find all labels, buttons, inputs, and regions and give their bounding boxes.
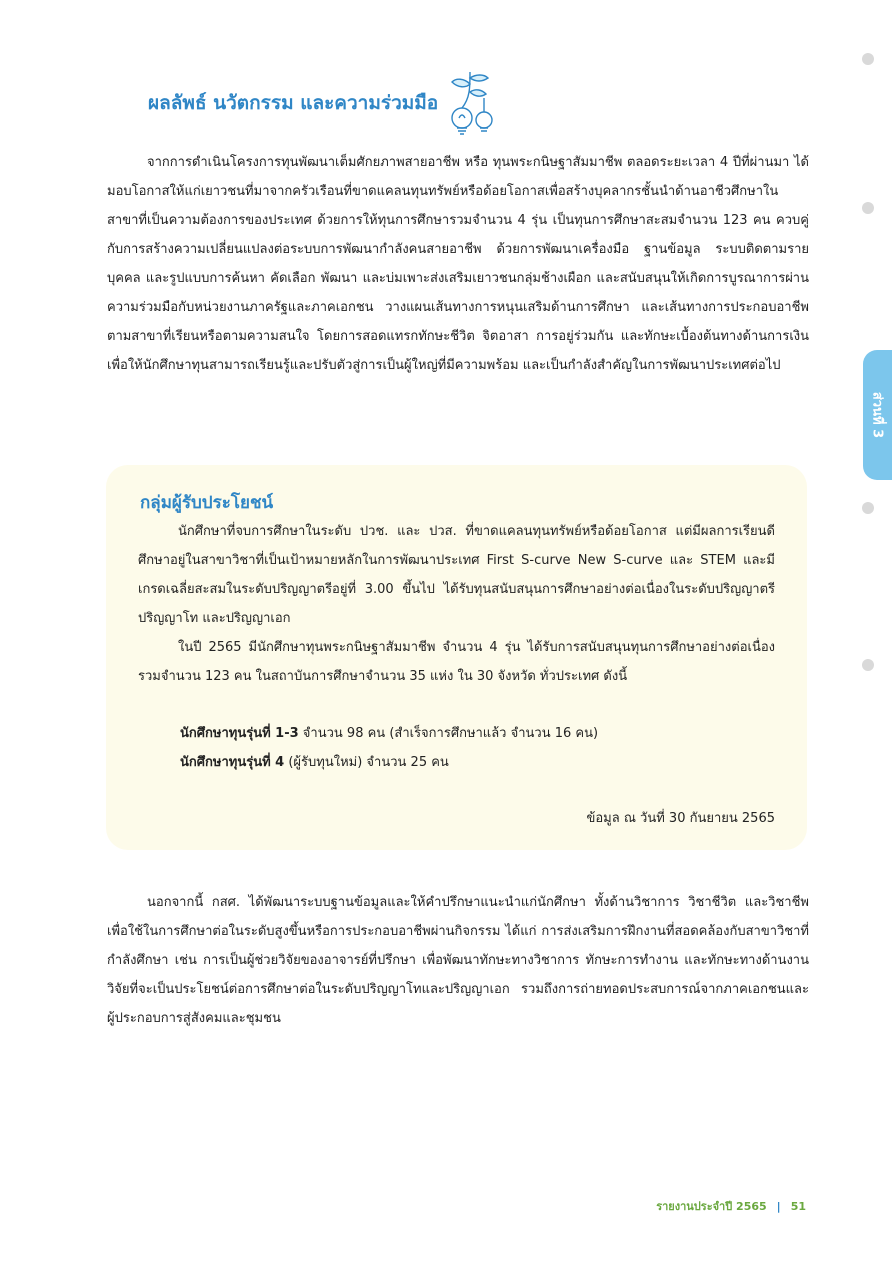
section-side-tab[interactable] [863,350,892,480]
outro-paragraph: นอกจากนี้ กสศ. ได้พัฒนาระบบฐานข้อมูลและให้คำปรึกษาแนะนำแก่นักศึกษา ทั้งด้านวิชาการ วิชาชีวิต และวิชาชีพ เพื่อใช้ในการศึกษาต่อในระดับสูงขึ้นหรือการประกอบอาชีพผ่านกิจกรรม ได้แก่ การส่งเสริมการฝึกงานที่สอดคล้องกับสาขาวิชาที่กำลังศึกษา เช่น การเป็นผู้ช่วยวิจัยของอาจารย์ที่ปรึกษา เพื่อพัฒนาทักษะทางวิชาการ ทักษะการทำงาน และทักษะทางด้านงานวิจัยที่จะเป็นประโยชน์ต่อการศึกษาต่อในระดับปริญญาโทและปริญญาเอก รวมถึงการถ่ายทอดประสบการณ์จากภาคเอกชนและผู้ประกอบการสู่สังคมและชุมชน [107,895,809,1026]
nav-dot[interactable] [862,202,874,214]
beneficiaries-title: กลุ่มผู้รับประโยชน์ [140,493,274,513]
page-heading: ผลลัพธ์ นวัตกรรม และความร่วมมือ [148,92,439,114]
cohort-1-3-text: จำนวน 98 คน (สำเร็จการศึกษาแล้ว จำนวน 16 คน) [298,726,599,741]
nav-dot[interactable] [862,53,874,65]
cohort-4-text: (ผู้รับทุนใหม่) จำนวน 25 คน [284,755,449,770]
cohort-1-3-line [180,719,598,748]
intro-paragraph: จากการดำเนินโครงการทุนพัฒนาเต็มศักยภาพสายอาชีพ หรือ ทุนพระกนิษฐาสัมมาชีพ ตลอดระยะเวลา 4 ปีที่ผ่านมา ได้มอบโอกาสให้แก่เยาวชนที่มาจากครัวเรือนที่ขาดแคลนทุนทรัพย์หรือด้อยโอกาสเพื่อสร้างบุคลากรชั้นนำด้านอาชีวศึกษาในสาขาที่เป็นความต้องการของประเทศ ด้วยการให้ทุนการศึกษารวมจำนวน 4 รุ่น เป็นทุนการศึกษาสะสมจำนวน 123 คน ควบคู่กับการสร้างความเปลี่ยนแปลงต่อระบบการพัฒนากำลังคนสายอาชีพ ด้วยการพัฒนาเครื่องมือ ฐานข้อมูล ระบบติดตามรายบุคคล และรูปแบบการค้นหา คัดเลือก พัฒนา และบ่มเพาะส่งเสริมเยาวชนกลุ่มช้างเผือก และสนับสนุนให้เกิดการบูรณาการผ่านความร่วมมือกับหน่วยงานภาครัฐและภาคเอกชน วางแผนเส้นทางการหนุนเสริมด้านการศึกษา และเส้นทางการประกอบอาชีพตามสาขาที่เรียนหรือตามความสนใจ โดยการสอดแทรกทักษะชีวิต จิตอาสา การอยู่ร่วมกัน และทักษะเบื้องต้นทางด้านการเงิน เพื่อให้นักศึกษาทุนสามารถเรียนรู้และปรับตัวสู่การเป็นผู้ใหญ่ที่มีความพร้อม และเป็นกำลังสำคัญในการพัฒนาประเทศต่อไป [107,155,809,373]
cohort-4-line [180,748,449,777]
data-date: ข้อมูล ณ วันที่ 30 กันยายน 2565 [586,811,775,826]
page-footer [656,1197,806,1215]
nav-dot[interactable] [862,502,874,514]
cohort-4-label: นักศึกษาทุนรุ่นที่ 4 [180,755,285,770]
side-tab-label: ส่วนที่ 3 [869,391,884,439]
footer-report-label: รายงานประจำปี 2565 [656,1200,767,1213]
beneficiaries-paragraph-2: ในปี 2565 มีนักศึกษาทุนพระกนิษฐาสัมมาชีพ จำนวน 4 รุ่น ได้รับการสนับสนุนทุนการศึกษาอย่างต่อเนื่อง รวมจำนวน 123 คน ในสถาบันการศึกษาจำนวน 35 แห่ง ใน 30 จังหวัด ทั่วประเทศ ดังนี้ [138,640,775,684]
beneficiaries-paragraph-1: นักศึกษาที่จบการศึกษาในระดับ ปวช. และ ปวส. ที่ขาดแคลนทุนทรัพย์หรือด้อยโอกาส แต่มีผลการเรียนดี ศึกษาอยู่ในสาขาวิชาที่เป็นเป้าหมายหลักในการพัฒนาประเทศ First S-curve New S-curve และ STEM และมีเกรดเฉลี่ยสะสมในระดับปริญญาตรีอยู่ที่ 3.00 ขึ้นไป ได้รับทุนสนับสนุนการศึกษาอย่างต่อเนื่องในระดับปริญญาตรี ปริญญาโท และปริญญาเอก [138,524,775,626]
beneficiaries-box [106,465,807,850]
lightbulb-plant-icon [440,68,502,140]
nav-dot[interactable] [862,659,874,671]
footer-separator: | [776,1200,781,1213]
cohort-1-3-label: นักศึกษาทุนรุ่นที่ 1-3 [180,726,299,741]
page-number: 51 [790,1200,806,1213]
